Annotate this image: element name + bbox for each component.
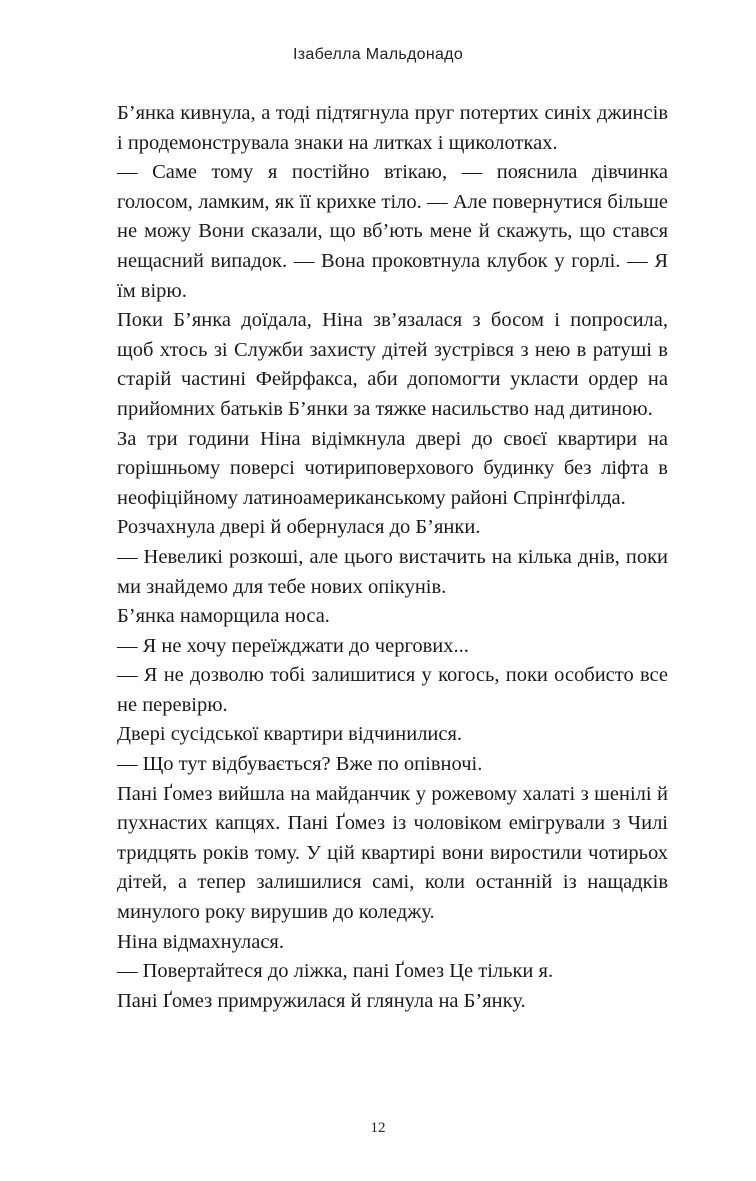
paragraph: — Невеликі розкоші, але цього вистачить на кілька днів, поки ми знайдемо для тебе нових опікунів. xyxy=(117,545,668,598)
paragraph: — Я не дозволю тобі залишитися у когось, поки особисто все не перевірю. xyxy=(117,664,668,716)
paragraph: — Я не хочу переїжджати до чергових... xyxy=(117,634,469,657)
paragraph: — Що тут відбувається? Вже по опівночі. xyxy=(117,753,483,776)
body-text xyxy=(117,99,668,1016)
paragraph: Ніна відмахнулася. xyxy=(117,930,284,953)
page-number: 12 xyxy=(370,1120,386,1136)
paragraph: — Саме тому я постійно втікаю, — пояснила дівчинка голосом, ламким, як її крихке тіло. — Але повернутися більше не можу Вони сказали, що вб’ють мене й скажуть, що стався нещасний випадок. — Вона проковтнула клубок у горлі. — Я їм вірю. xyxy=(117,161,668,302)
paragraph: Б’янка кивнула, а тоді підтягнула пруг потертих синіх джинсів і продемонструвала знаки на литках і щиколотках. xyxy=(117,102,668,154)
paragraph: — Повертайтеся до ліжка, пані Ґомез Це тільки я. xyxy=(117,960,554,983)
paragraph: Двері сусідської квартири відчинилися. xyxy=(117,723,463,746)
paragraph: Б’янка наморщила носа. xyxy=(117,605,330,628)
paragraph: За три години Ніна відімкнула двері до своєї квартири на горішньому поверсі чотириповерхового будинку без ліфта в неофіційному латиноамериканському районі Спрінґфілда. xyxy=(117,427,668,509)
paragraph: Пані Ґомез примружилася й глянула на Б’янку. xyxy=(117,989,526,1012)
running-head: Ізабелла Мальдонадо xyxy=(292,46,464,63)
paragraph: Пані Ґомез вийшла на майданчик у рожевому халаті з шенілі й пухнастих капцях. Пані Ґомез із чоловіком емігрували з Чилі тридцять років тому. У цій квартирі вони виростили чотирьох дітей, а тепер залишилися самі, коли останній із нащадків минулого року вирушив до коледжу. xyxy=(117,782,668,924)
paragraph: Розчахнула двері й обернулася до Б’янки. xyxy=(117,516,481,539)
paragraph: Поки Б’янка доїдала, Ніна зв’язалася з босом і попросила, щоб хтось зі Служби захисту дітей зустрівся з нею в ратуші в старій частині Фейрфакса, аби допомогти укласти ордер на прийомних батьків Б’янки за тяжке насильство над дитиною. xyxy=(117,309,668,420)
